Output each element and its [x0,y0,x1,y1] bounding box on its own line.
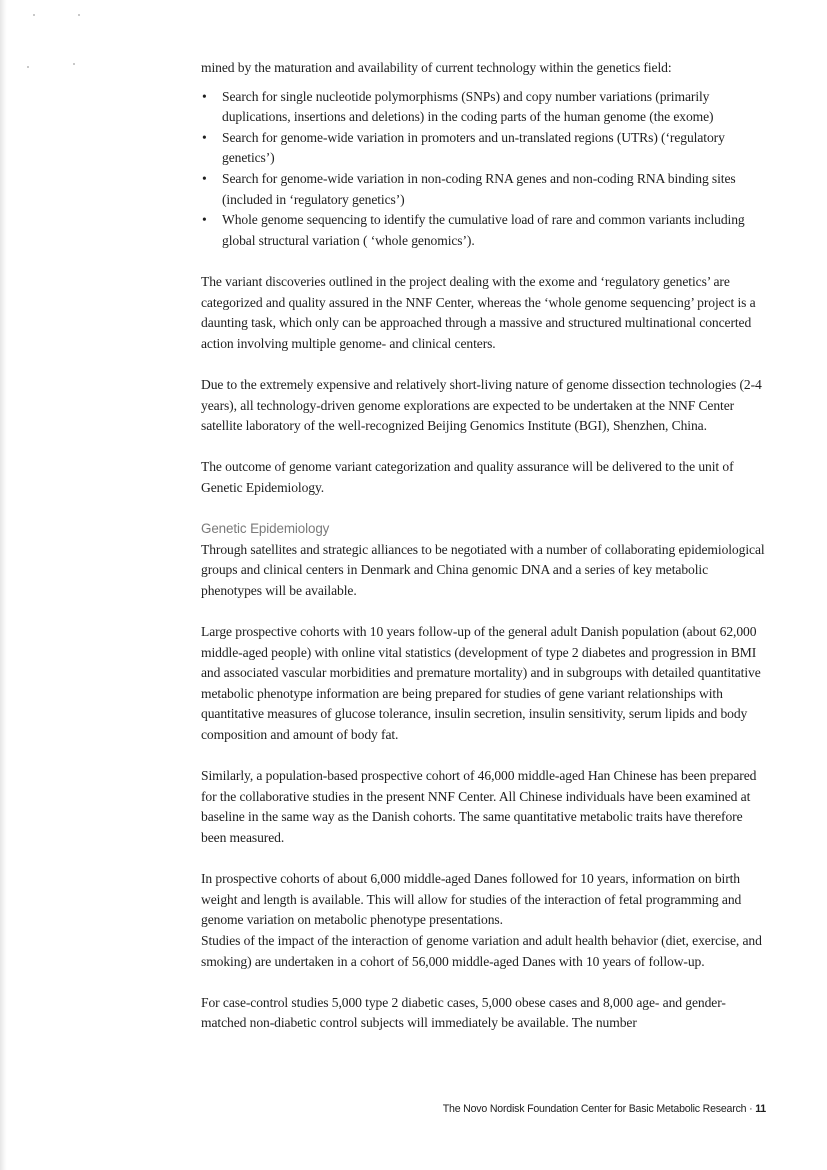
paragraph-satellites: Through satellites and strategic alliances to be negotiated with a number of collaborating epidemiological groups and clinical centers in Denmark and China genomic DNA and a series of key metabolic phenotypes will be available. [201,541,765,598]
paragraph-case-control: For case-control studies 5,000 type 2 diabetic cases, 5,000 obese cases and 8,000 age- and gender-matched non-diabetic control subjects will immediately be available. The number [201,994,726,1031]
intro-line: mined by the maturation and availability of current technology within the genetics field: [201,60,672,75]
bullet-item [201,169,767,210]
page-footer [330,1103,766,1115]
bullet-list [201,87,767,252]
scan-speck [27,66,29,68]
section-heading: Genetic Epidemiology [201,521,330,537]
bullet-item [201,210,767,251]
paragraph-outcome: The outcome of genome variant categorization and quality assurance will be delivered to the unit of Genetic Epidemiology. [201,459,734,495]
paragraph-health-behavior: Studies of the impact of the interaction of genome variation and adult health behavior (diet, exercise, and smoking) are undertaken in a cohort of 56,000 middle-aged Danes with 10 years of follow-up. [201,932,762,969]
bullet-item [201,128,767,169]
bullet-text: Search for genome-wide variation in non-coding RNA genes and non-coding RNA binding sites (included in ‘regulatory genetics’) [222,170,736,207]
page-body [201,58,767,1034]
bullet-icon: • [202,88,207,104]
paragraph-danish-cohorts: Large prospective cohorts with 10 years follow-up of the general adult Danish population (about 62,000 middle-aged people) with online vital statistics (development of type 2 diabetes and progression in BMI and associated vascular morbidities and premature mortality) and in subgroups with detailed quantitative metabolic phenotype information are being prepared for studies of gene variant relationships with quantitative measures of glucose tolerance, insulin secretion, insulin sensitivity, serum lipids and body composition and amount of body fat. [201,624,761,742]
footer-title: The Novo Nordisk Foundation Center for Basic Metabolic Research [442,1103,747,1115]
bullet-text: Whole genome sequencing to identify the cumulative load of rare and common variants including global structural variation ( ‘whole genomics’). [222,212,745,248]
bullet-text: Search for single nucleotide polymorphisms (SNPs) and copy number variations (primarily duplications, insertions and deletions) in the coding parts of the human genome (the exome) [222,88,714,125]
scan-speck [33,14,35,16]
paragraph-variant-discoveries: The variant discoveries outlined in the project dealing with the exome and ‘regulatory genetics’ are categorized and quality assured in the NNF Center, whereas the ‘whole genome sequencing’ project is a daunting task, which only can be approached through a massive and structured multinational concerted action involving multiple genome- and clinical centers. [201,273,756,351]
scan-speck [73,63,75,65]
paragraph-birth-weight: In prospective cohorts of about 6,000 middle-aged Danes followed for 10 years, information on birth weight and length is available. This will allow for studies of the interaction of fetal programming and genome variation on metabolic phenotype presentations. [201,871,742,928]
page-left-edge [0,0,7,1170]
footer-separator: · [746,1103,756,1115]
bullet-text: Search for genome-wide variation in promoters and un-translated regions (UTRs) (‘regulatory genetics’) [222,129,725,166]
scan-speck [78,14,80,16]
page-number: 11 [755,1103,766,1115]
bullet-item [201,87,767,128]
bullet-icon: • [202,129,207,145]
paragraph-technology-costs: Due to the extremely expensive and relatively short-living nature of genome dissection technologies (2-4 years), all technology-driven genome explorations are expected to be undertaken at the NNF Center satellite laboratory of the well-recognized Beijing Genomics Institute (BGI), Shenzhen, China. [201,376,762,434]
bullet-icon: • [202,170,207,186]
bullet-icon: • [202,212,207,228]
paragraph-chinese-cohort: Similarly, a population-based prospective cohort of 46,000 middle-aged Han Chinese has been prepared for the collaborative studies in the present NNF Center. All Chinese individuals have been examined at baseline in the same way as the Danish cohorts. The same quantitative metabolic traits have therefore been measured. [201,768,757,845]
